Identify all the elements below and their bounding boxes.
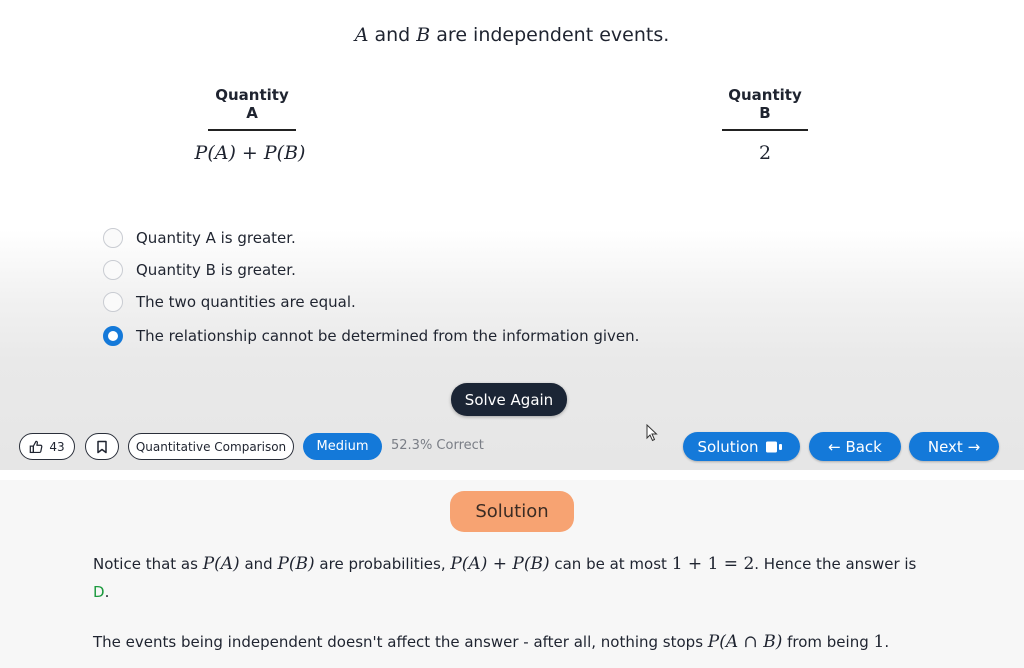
choice-b-label: Quantity B is greater. xyxy=(136,261,296,279)
solve-again-button[interactable]: Solve Again xyxy=(451,383,567,416)
thumbs-up-icon xyxy=(29,440,43,454)
sol2-text-2: from being xyxy=(782,633,874,651)
solution-header: Solution xyxy=(450,491,574,532)
sol1-math-4: 1 + 1 = 2 xyxy=(671,554,755,574)
sol1-text-5: . Hence the answer is xyxy=(754,555,917,573)
mouse-cursor-icon xyxy=(646,424,658,442)
sol2-math-2: 1 xyxy=(873,632,885,652)
quantity-b-value: 2 xyxy=(758,142,772,164)
choice-c-radio[interactable] xyxy=(103,292,123,312)
next-button[interactable] xyxy=(909,432,999,461)
arrow-right-icon: → xyxy=(962,437,981,456)
sol1-text-1: Notice that as xyxy=(93,555,203,573)
answer-letter: D xyxy=(93,583,105,601)
sol1-text-2: and xyxy=(239,555,278,573)
sol1-text-6: . xyxy=(104,583,110,601)
arrow-left-icon: ← xyxy=(828,437,846,456)
sol1-math-1: P(A) xyxy=(202,554,240,574)
solution-paragraph-2 xyxy=(93,628,933,656)
event-a: A xyxy=(354,24,369,46)
solution-button-label: Solution xyxy=(697,437,759,456)
choice-b-radio[interactable] xyxy=(103,260,123,280)
back-button[interactable] xyxy=(809,432,901,461)
sol1-text-3: are probabilities, xyxy=(314,555,451,573)
solution-button[interactable] xyxy=(683,432,800,461)
quantity-a-heading: Quantity A xyxy=(208,86,296,131)
difficulty-badge: Medium xyxy=(303,433,382,460)
stem-joiner: and xyxy=(368,24,417,46)
sol1-text-4: can be at most xyxy=(549,555,672,573)
solution-paragraph-1 xyxy=(93,550,933,606)
sol2-text-1: The events being independent doesn't affect the answer - after all, nothing stops xyxy=(93,633,708,651)
quantity-b-heading: Quantity B xyxy=(722,86,808,131)
choice-b[interactable] xyxy=(103,257,296,283)
quantity-a-value: P(A) + P(B) xyxy=(194,142,306,164)
choice-d-label: The relationship cannot be determined from the information given. xyxy=(136,327,640,345)
choice-a-radio[interactable] xyxy=(103,228,123,248)
back-button-label: Back xyxy=(845,437,882,456)
next-button-label: Next xyxy=(927,437,963,456)
solution-panel xyxy=(0,480,1024,668)
sol1-math-2: P(B) xyxy=(277,554,315,574)
sol2-text-3: . xyxy=(884,633,890,651)
sol1-math-3: P(A) + P(B) xyxy=(450,554,550,574)
stem-tail: are independent events. xyxy=(430,24,670,46)
solution-video-icon xyxy=(766,441,786,453)
question-stem xyxy=(0,24,1024,46)
bookmark-icon xyxy=(96,440,108,454)
like-count: 43 xyxy=(49,439,65,454)
panel-divider xyxy=(0,470,1024,480)
correct-rate: 52.3% Correct xyxy=(391,438,484,453)
choice-c[interactable] xyxy=(103,289,356,315)
category-tag[interactable]: Quantitative Comparison xyxy=(128,433,294,460)
sol2-math-1: P(A ∩ B) xyxy=(707,632,783,652)
choice-a[interactable] xyxy=(103,225,296,251)
like-button[interactable] xyxy=(19,433,75,460)
event-b: B xyxy=(416,24,431,46)
choice-d[interactable] xyxy=(103,323,639,349)
choice-a-label: Quantity A is greater. xyxy=(136,229,296,247)
choice-d-radio-selected[interactable] xyxy=(103,326,123,346)
bookmark-button[interactable] xyxy=(85,433,119,460)
choice-c-label: The two quantities are equal. xyxy=(136,293,356,311)
